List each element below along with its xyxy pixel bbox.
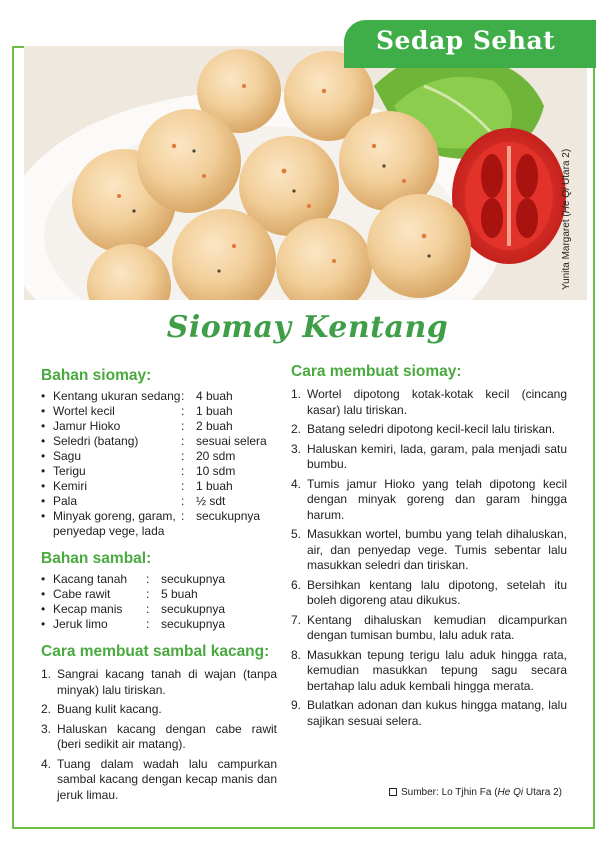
photo-credit-italic: He Qi xyxy=(561,187,572,214)
list-item: • Kemiri : 1 buah xyxy=(41,479,233,493)
ingredient-qty: sesuai selera xyxy=(196,434,267,448)
list-item: 9. Bulatkan adonan dan kukus hingga matang, lalu sajikan sesuai selera. xyxy=(291,698,567,728)
ingredient-name: Kemiri xyxy=(53,479,88,493)
source-italic: He Qi xyxy=(497,787,524,798)
list-item: 1. Wortel dipotong kotak-kotak kecil (cincang kasar) lalu tiriskan. xyxy=(291,387,567,417)
list-item: 8. Masukkan tepung terigu lalu aduk hingga rata, kemudian masukkan tepung sagu secara bertahap lalu aduk kembali hingga merata. xyxy=(291,647,567,693)
source-prefix: Sumber: Lo Tjhin Fa ( xyxy=(401,787,498,798)
photo-credit-suffix: Utara 2) xyxy=(561,148,572,188)
ingredient-name: Wortel kecil xyxy=(53,404,115,418)
ingredient-qty: 20 sdm xyxy=(196,449,236,463)
step-text: Kentang dihaluskan kemudian dicampurkan dengan tumisan bumbu, lalu aduk rata. xyxy=(307,612,567,642)
list-item: • Sagu : 20 sdm xyxy=(41,449,236,463)
list-item: • Kacang tanah : secukupnya xyxy=(41,572,226,586)
list-item: 2. Batang seledri dipotong kecil-kecil lalu tiriskan. xyxy=(291,422,556,436)
ingredient-qty: 2 buah xyxy=(196,419,233,433)
list-item: • Terigu : 10 sdm xyxy=(41,464,236,478)
source-credit xyxy=(389,787,562,798)
checkbox-icon xyxy=(389,788,397,796)
ingredient-name: Kecap manis xyxy=(53,602,123,616)
photo-credit-prefix: Yunita Margaret ( xyxy=(561,213,572,290)
photo-credit xyxy=(561,149,572,290)
ingredient-name: Kentang ukuran sedang xyxy=(53,389,181,403)
section-badge-label: Sedap Sehat xyxy=(376,26,556,55)
list-item: 7. Kentang dihaluskan kemudian dicampurkan dengan tumisan bumbu, lalu aduk rata. xyxy=(291,612,567,642)
list-item: 6. Bersihkan kentang lalu dipotong, setelah itu boleh digoreng atau dikukus. xyxy=(291,577,567,607)
ingredient-qty: secukupnya xyxy=(161,572,226,586)
step-text: Batang seledri dipotong kecil-kecil lalu tiriskan. xyxy=(307,422,556,436)
bahan-siomay-heading: Bahan siomay: xyxy=(41,367,152,384)
ingredient-qty: 4 buah xyxy=(196,389,233,403)
ingredient-name-continued: penyedap vege, lada xyxy=(53,524,165,538)
list-item: • Seledri (batang) : sesuai selera xyxy=(41,434,267,448)
step-text: Haluskan kemiri, lada, garam, pala menjadi satu bumbu. xyxy=(307,441,567,471)
recipe-title: Siomay Kentang xyxy=(166,310,449,345)
list-item: 4. Tumis jamur Hioko yang telah dipotong kecil dengan minyak goreng dan garam hingga harum. xyxy=(291,476,567,522)
list-item: • Jamur Hioko : 2 buah xyxy=(41,419,233,433)
ingredient-name: Cabe rawit xyxy=(53,587,111,601)
ingredient-name: Jamur Hioko xyxy=(53,419,121,433)
step-text: Masukkan wortel, bumbu yang telah dihaluskan, air, dan penyedap vege. Tumis sebentar lalu masukkan seledri dan tiriskan. xyxy=(307,527,567,572)
bahan-sambal-list xyxy=(41,572,281,632)
list-item: • Pala : ½ sdt xyxy=(41,494,226,508)
list-item: 3. Haluskan kemiri, lada, garam, pala menjadi satu bumbu. xyxy=(291,441,567,471)
list-item: • Kentang ukuran sedang : 4 buah xyxy=(41,389,233,403)
step-text: Buang kulit kacang. xyxy=(57,702,162,716)
ingredient-qty: secukupnya xyxy=(161,602,226,616)
food-photo xyxy=(24,46,587,300)
step-text: Haluskan kacang dengan cabe rawit (beri sedikit air matang). xyxy=(57,721,277,751)
step-text: Masukkan tepung terigu lalu aduk hingga rata, kemudian masukkan tepung sagu secara bertahap lalu aduk kembali hingga merata. xyxy=(307,647,567,693)
list-item: • Cabe rawit : 5 buah xyxy=(41,587,198,601)
ingredient-qty: 1 buah xyxy=(196,479,233,493)
bahan-sambal-heading: Bahan sambal: xyxy=(41,550,152,567)
list-item: • Kecap manis : secukupnya xyxy=(41,602,226,616)
ingredient-qty: secukupnya xyxy=(196,509,261,523)
step-text: Tumis jamur Hioko yang telah dipotong kecil dengan minyak goreng dan garam hingga harum. xyxy=(307,476,567,522)
ingredient-name: Sagu xyxy=(53,449,82,463)
list-item: 4. Tuang dalam wadah lalu campurkan sambal kacang dengan kecap manis dan jeruk limau. xyxy=(41,756,277,802)
ingredient-name: Pala xyxy=(53,494,78,508)
cara-sambal-steps xyxy=(41,667,277,807)
ingredient-name: Terigu xyxy=(53,464,86,478)
step-text: Sangrai kacang tanah di wajan (tanpa minyak) lalu tiriskan. xyxy=(57,667,277,697)
ingredient-qty: ½ sdt xyxy=(196,494,226,508)
list-item: • Minyak goreng, garam, : secukupnya xyxy=(41,509,261,523)
step-text: Tuang dalam wadah lalu campurkan sambal kacang dengan kecap manis dan jeruk limau. xyxy=(57,756,277,802)
list-item-continuation xyxy=(41,524,281,539)
ingredient-qty: secukupnya xyxy=(161,617,226,631)
ingredient-qty: 1 buah xyxy=(196,404,233,418)
bahan-siomay-list xyxy=(41,389,281,539)
ingredient-qty: 10 sdm xyxy=(196,464,236,478)
step-text: Bersihkan kentang lalu dipotong, setelah itu boleh digoreng atau dikukus. xyxy=(307,577,567,607)
ingredient-name: Minyak goreng, garam, xyxy=(53,509,176,523)
ingredient-name: Seledri (batang) xyxy=(53,434,139,448)
ingredient-qty: 5 buah xyxy=(161,587,198,601)
step-text: Bulatkan adonan dan kukus hingga matang, lalu sajikan sesuai selera. xyxy=(307,698,567,728)
list-item: 1. Sangrai kacang tanah di wajan (tanpa minyak) lalu tiriskan. xyxy=(41,667,277,697)
ingredient-name: Kacang tanah xyxy=(53,572,128,586)
siomay-photo-illustration xyxy=(24,46,587,300)
list-item: 2. Buang kulit kacang. xyxy=(41,702,162,716)
step-text: Wortel dipotong kotak-kotak kecil (cincang kasar) lalu tiriskan. xyxy=(307,387,567,417)
cara-siomay-heading: Cara membuat siomay: xyxy=(291,363,462,380)
list-item: 5. Masukkan wortel, bumbu yang telah dihaluskan, air, dan penyedap vege. Tumis sebentar lalu masukkan seledri dan tiriskan. xyxy=(291,527,567,572)
ingredient-name: Jeruk limo xyxy=(53,617,108,631)
list-item: • Jeruk limo : secukupnya xyxy=(41,617,226,631)
list-item: 3. Haluskan kacang dengan cabe rawit (beri sedikit air matang). xyxy=(41,721,277,751)
list-item: • Wortel kecil : 1 buah xyxy=(41,404,233,418)
cara-sambal-heading: Cara membuat sambal kacang: xyxy=(41,643,270,660)
source-suffix: Utara 2) xyxy=(523,787,562,798)
cara-siomay-steps xyxy=(291,387,567,733)
